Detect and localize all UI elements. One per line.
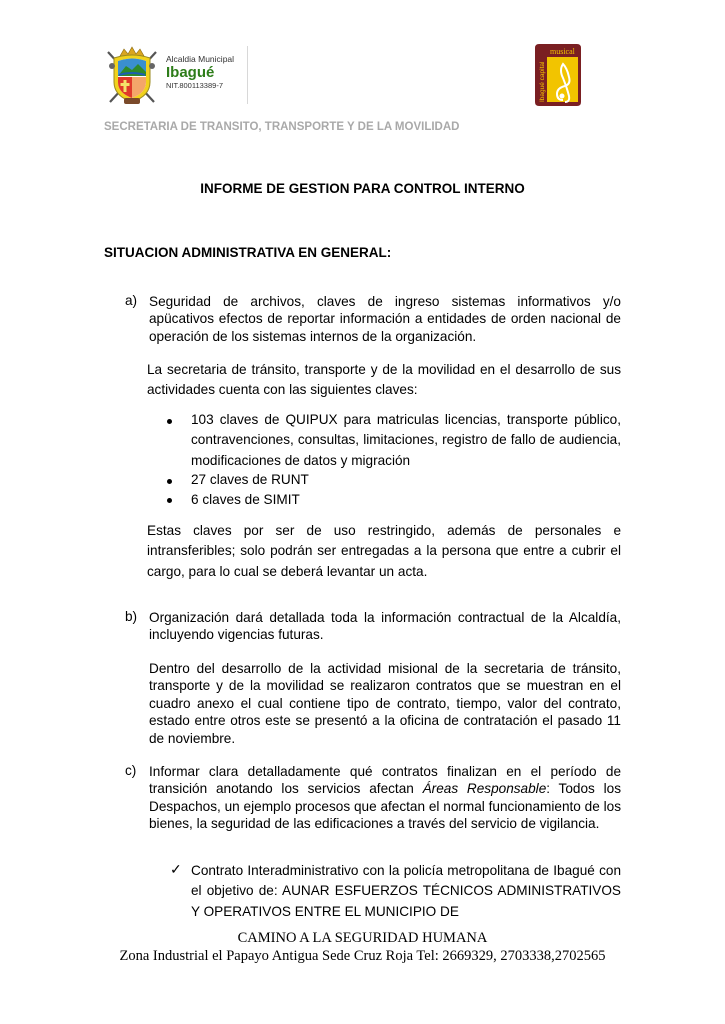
- item-b-text: Organización dará detallada toda la información contractual de la Alcaldía, incluyendo vigencias futuras.: [149, 610, 621, 643]
- bullet-item-quipux: 103 claves de QUIPUX para matriculas licencias, transporte público, contravenciones, consultas, limitaciones, registro de fallo de audiencia, modificaciones de datos y migración: [191, 412, 621, 468]
- bullet-item-runt: 27 claves de RUNT: [191, 472, 309, 487]
- item-c-text-end: : Todos los Despachos, un ejemplo procesos que afectan el normal funcionamiento de los bienes, la seguridad de las edificaciones a través del servicio de vigilancia.: [149, 781, 621, 832]
- restriction-paragraph: Estas claves por ser de uso restringido, además de personales e intransferibles; solo podrán ser entregadas a la persona que entre a cubrir el cargo, para lo cual se deberá levantar un acta.: [147, 523, 621, 579]
- alcaldia-label: Alcaldia Municipal: [166, 54, 235, 64]
- city-name: Ibagué: [166, 64, 215, 81]
- coat-of-arms-icon: [104, 44, 160, 106]
- nit-number: NIT.800113389-7: [166, 81, 223, 90]
- item-c-text-start: Informar clara detalladamente qué contratos finalizan en el período de transición anotando los servicios afectan: [149, 764, 621, 797]
- logo-divider: [247, 46, 248, 104]
- bullet-item-simit: 6 claves de SIMIT: [191, 492, 300, 507]
- capital-musical-logo: [535, 44, 581, 106]
- alcaldia-logo: [104, 44, 250, 106]
- item-c-marker: c): [125, 763, 137, 778]
- check-item-contract: Contrato Interadministrativo con la policía metropolitana de Ibagué con el objetivo de: AUNAR ESFUERZOS TÉCNICOS ADMINISTRATIVOS Y OPERATIVOS ENTRE EL MUNICIPIO DE: [191, 863, 621, 919]
- contracts-paragraph: Dentro del desarrollo de la actividad misional de la secretaria de tránsito, transporte y de la movilidad se realizaron contratos que se muestran en el cuadro anexo el cual contiene tipo de contrato, tiempo, valor del contrato, estado entre otros este se presentó a la oficina de contratación el pasado 11 de noviembre.: [149, 661, 621, 746]
- item-a-text: Seguridad de archivos, claves de ingreso sistemas informativos y/o apücativos efectos de reportar información a entidades de orden nacional de operación de los sistemas internos de la organización.: [149, 294, 621, 344]
- bullet-icon: [167, 479, 172, 484]
- item-b-marker: b): [125, 609, 138, 624]
- footer-address: Zona Industrial el Papayo Antigua Sede Cruz Roja Tel: 2669329, 2703338,2702565: [119, 948, 606, 964]
- treble-clef-logo-icon: [535, 44, 581, 106]
- bullet-icon: [167, 498, 172, 503]
- department-header: SECRETARIA DE TRANSITO, TRANSPORTE Y DE LA MOVILIDAD: [104, 121, 460, 133]
- logo-musical-text: musical: [550, 47, 575, 56]
- item-c-italic-areas: Áreas Responsable: [422, 781, 547, 797]
- bullet-icon: [167, 419, 172, 424]
- item-c-text: [149, 763, 621, 833]
- footer-motto: CAMINO A LA SEGURIDAD HUMANA: [237, 930, 488, 946]
- section-heading: SITUACION ADMINISTRATIVA EN GENERAL:: [104, 245, 392, 260]
- checkmark-icon: ✓: [170, 861, 182, 877]
- keys-intro-paragraph: La secretaria de tránsito, transporte y de la movilidad en el desarrollo de sus actividades cuenta con las siguientes claves:: [147, 362, 621, 398]
- item-a-marker: a): [125, 293, 138, 308]
- logo-ibague-capital-text: Ibagué capital: [539, 61, 546, 102]
- document-title: INFORME DE GESTION PARA CONTROL INTERNO: [200, 181, 525, 196]
- alcaldia-text-block: [166, 54, 250, 90]
